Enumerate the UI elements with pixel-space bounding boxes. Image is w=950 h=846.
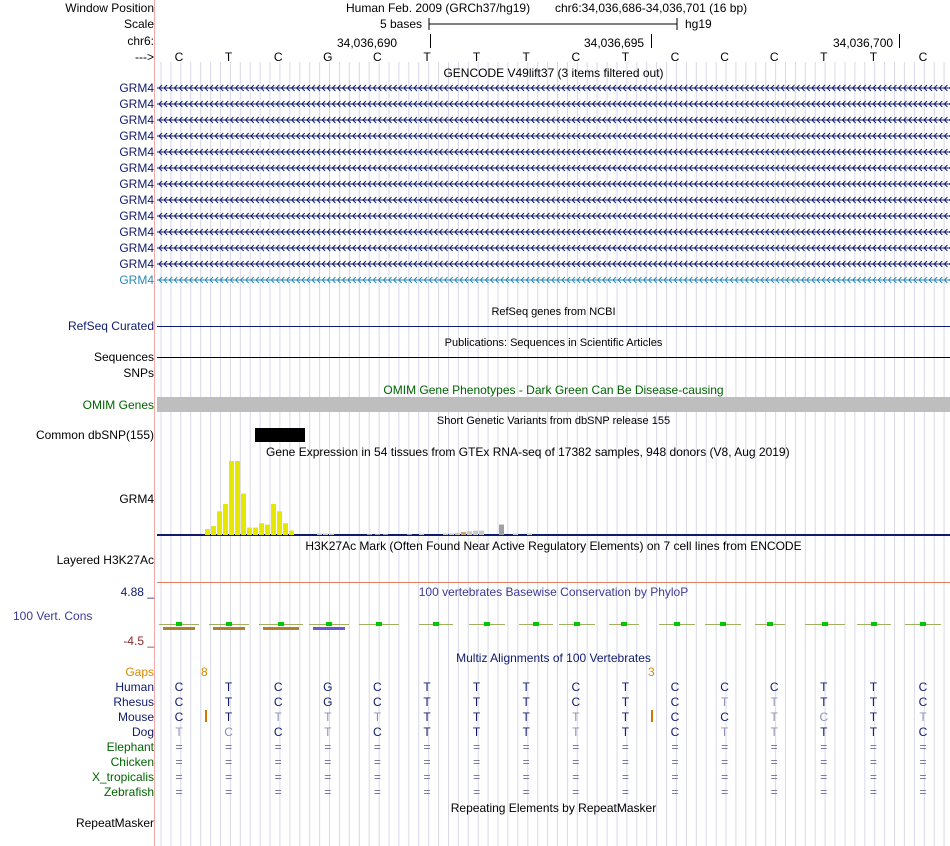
alignment-base: T: [820, 725, 828, 739]
alignment-base: T: [522, 725, 530, 739]
alignment-base: T: [621, 725, 630, 739]
alignment-base: T: [472, 695, 481, 709]
alignment-base: =: [721, 740, 729, 754]
gtex-tissue-bar: [527, 534, 532, 536]
alignment-base: =: [274, 785, 282, 799]
repeatmasker-label[interactable]: RepeatMasker: [75, 816, 154, 830]
alignment-base: T: [621, 680, 630, 694]
gtex-tissue-bar: [473, 531, 478, 535]
gtex-tissue-bar: [247, 528, 252, 535]
layered-h3k27ac-label[interactable]: Layered H3K27Ac: [56, 553, 154, 567]
gtex-tissue-bar: [479, 531, 484, 535]
alignment-base: T: [324, 725, 332, 739]
alignment-base: T: [869, 725, 878, 739]
base-letter: C: [918, 50, 928, 64]
alignment-base: T: [472, 680, 481, 694]
alignment-base: =: [225, 755, 233, 769]
tick-mark-1: [430, 34, 431, 48]
alignment-base: C: [373, 680, 382, 694]
base-letter: C: [670, 50, 680, 64]
alignment-base: =: [324, 770, 332, 784]
alignment-base: =: [919, 740, 927, 754]
base-letter: T: [869, 50, 878, 64]
alignment-base: G: [323, 680, 333, 694]
sequences-label[interactable]: Sequences: [93, 350, 154, 364]
base-letter: C: [571, 50, 581, 64]
alignment-base: =: [473, 740, 481, 754]
conservation-peak: [433, 622, 439, 626]
gtex-tissue-bar: [467, 531, 472, 535]
alignment-base: T: [720, 695, 729, 709]
gencode-gene-label[interactable]: GRM4: [119, 161, 154, 175]
assembly-text: Human Feb. 2009 (GRCh37/hg19): [346, 1, 531, 15]
alignment-base: C: [373, 695, 382, 709]
conservation-peak: [621, 622, 627, 626]
alignment-base: C: [273, 695, 283, 709]
alignment-base: =: [175, 755, 183, 769]
species-label[interactable]: Chicken: [110, 755, 154, 769]
base-letter: T: [472, 50, 481, 64]
alignment-base: C: [918, 695, 928, 709]
chr-label: chr6:: [127, 34, 154, 48]
repeatmasker-title[interactable]: Repeating Elements by RepeatMasker: [450, 801, 657, 815]
gtex-tissue-bar: [205, 529, 210, 535]
gencode-gene-label[interactable]: GRM4: [119, 273, 154, 287]
gtex-tissue-bar: [265, 525, 270, 535]
alignment-base: T: [423, 680, 431, 694]
alignment-base: T: [472, 710, 481, 724]
alignment-base: C: [819, 710, 829, 724]
alignment-base: =: [274, 740, 282, 754]
alignment-base: =: [373, 740, 381, 754]
gtex-tissue-bar: [259, 523, 264, 535]
alignment-base: =: [423, 770, 431, 784]
alignment-base: T: [373, 710, 382, 724]
refseq-track-line[interactable]: [157, 326, 950, 327]
alignment-base: T: [621, 710, 630, 724]
alignment-base: C: [918, 725, 928, 739]
window-position-label: Window Position: [65, 1, 154, 15]
sidebar-divider: [154, 0, 155, 846]
alignment-base: T: [324, 710, 332, 724]
dbsnp-title[interactable]: Short Genetic Variants from dbSNP release 155: [436, 415, 671, 427]
gencode-gene-label[interactable]: GRM4: [119, 81, 154, 95]
base-letter: C: [174, 50, 184, 64]
base-letter: T: [423, 50, 431, 64]
alignment-base: T: [869, 680, 878, 694]
gtex-tissue-bar: [499, 525, 504, 535]
species-label[interactable]: Elephant: [106, 740, 154, 754]
gtex-tissue-bar: [375, 534, 380, 535]
base-letter: T: [522, 50, 530, 64]
conservation-peak: [720, 622, 726, 626]
alignment-base: T: [472, 725, 481, 739]
alignment-base: =: [621, 785, 629, 799]
scale-text: 5 bases: [380, 17, 423, 31]
alignment-base: =: [671, 740, 679, 754]
gencode-gene-label[interactable]: GRM4: [119, 257, 154, 271]
conservation-peak: [533, 622, 539, 626]
alignment-base: C: [670, 680, 680, 694]
gtex-tissue-bar: [223, 504, 228, 535]
gtex-tissue-bar: [455, 533, 460, 535]
tick-mark-3: [899, 34, 900, 48]
alignment-base: =: [869, 770, 877, 784]
conservation-peak: [574, 622, 580, 626]
alignment-base: =: [423, 740, 431, 754]
scale-bar: [428, 16, 680, 32]
base-letter: C: [373, 50, 382, 64]
alignment-base: C: [571, 695, 581, 709]
alignment-base: T: [820, 680, 828, 694]
alignment-base: =: [522, 785, 530, 799]
alignment-base: =: [721, 755, 729, 769]
alignment-base: =: [621, 770, 629, 784]
gtex-tissue-bar: [289, 531, 294, 535]
alignment-base: C: [224, 725, 233, 739]
gtex-tissue-bar: [329, 534, 334, 536]
alignment-base: T: [224, 680, 233, 694]
alignment-base: G: [323, 695, 333, 709]
tick-label-1: 34,036,690: [337, 36, 398, 50]
alignment-base: C: [720, 680, 729, 694]
conservation-title[interactable]: 100 vertebrates Basewise Conservation by PhyloP: [418, 585, 689, 599]
gtex-tissue-bar: [419, 534, 424, 536]
gencode-gene-label[interactable]: GRM4: [119, 97, 154, 111]
gtex-tissue-bar: [461, 532, 466, 535]
base-letter: G: [323, 50, 333, 64]
species-label[interactable]: Mouse: [117, 710, 154, 724]
alignment-base: T: [423, 695, 431, 709]
base-letter: T: [224, 50, 233, 64]
alignment-base: T: [522, 695, 530, 709]
gtex-tissue-bar: [317, 534, 322, 536]
alignment-base: =: [671, 785, 679, 799]
gtex-tissue-bar: [323, 534, 328, 536]
species-label[interactable]: Rhesus: [113, 695, 154, 709]
alignment-base: =: [225, 740, 233, 754]
conservation-max-label: 4.88 _: [120, 585, 154, 599]
insertion-mark: [205, 710, 207, 722]
multiz-title[interactable]: Multiz Alignments of 100 Vertebrates: [456, 651, 651, 665]
alignment-base: =: [820, 770, 828, 784]
alignment-base: =: [225, 770, 233, 784]
alignment-base: T: [572, 710, 580, 724]
conservation-peak: [484, 622, 490, 626]
alignment-base: =: [919, 755, 927, 769]
conservation-peak: [326, 622, 332, 626]
gencode-gene-label[interactable]: GRM4: [119, 241, 154, 255]
alignment-base: =: [324, 755, 332, 769]
alignment-base: T: [770, 725, 778, 739]
alignment-base: T: [274, 710, 282, 724]
alignment-base: C: [174, 710, 184, 724]
sequences-track-line[interactable]: [157, 357, 950, 358]
species-label[interactable]: X_tropicalis: [91, 770, 154, 784]
snps-label: SNPs: [123, 366, 154, 380]
alignment-base: =: [572, 755, 580, 769]
gencode-gene-label[interactable]: GRM4: [119, 225, 154, 239]
alignment-base: T: [572, 725, 580, 739]
base-letter: T: [621, 50, 630, 64]
alignment-base: =: [572, 785, 580, 799]
conservation-peak: [822, 622, 828, 626]
alignment-base: =: [869, 755, 877, 769]
conservation-negative: [163, 627, 195, 630]
gencode-gene-label[interactable]: GRM4: [119, 177, 154, 191]
alignment-base: C: [174, 695, 184, 709]
gencode-gene-label[interactable]: GRM4: [119, 193, 154, 207]
base-letter: C: [720, 50, 729, 64]
alignment-base: =: [175, 740, 183, 754]
gtex-tissue-bar: [217, 511, 222, 535]
gencode-title[interactable]: GENCODE V49lift37 (3 items filtered out): [443, 66, 664, 80]
position-text: chr6:34,036,686-34,036,701 (16 bp): [555, 1, 748, 15]
alignment-base: C: [769, 680, 779, 694]
refseq-title[interactable]: RefSeq genes from NCBI: [491, 306, 616, 318]
conservation-min-label: -4.5 _: [123, 634, 154, 648]
common-dbsnp-label[interactable]: Common dbSNP(155): [35, 428, 154, 442]
alignment-base: =: [225, 785, 233, 799]
alignment-base: =: [919, 770, 927, 784]
tick-label-3: 34,036,700: [833, 36, 894, 50]
scale-label: Scale: [123, 17, 154, 31]
gaps-label: Gaps: [125, 665, 154, 679]
alignment-base: T: [224, 710, 233, 724]
refseq-curated-label[interactable]: RefSeq Curated: [67, 319, 154, 333]
conservation-peak: [226, 622, 232, 626]
alignment-base: =: [423, 755, 431, 769]
alignment-base: =: [175, 785, 183, 799]
alignment-base: T: [423, 710, 431, 724]
alignment-base: C: [720, 710, 729, 724]
alignment-base: T: [720, 725, 729, 739]
gencode-gene-tracks[interactable]: [157, 80, 950, 304]
conservation-peak: [871, 622, 877, 626]
alignment-base: =: [770, 755, 778, 769]
gtex-tissue-bar: [271, 504, 276, 535]
species-label[interactable]: Human: [115, 680, 154, 694]
alignment-base: =: [324, 740, 332, 754]
gap-mark-2: 3: [648, 665, 655, 679]
h3k27ac-signal-line[interactable]: [157, 582, 950, 583]
alignment-base: =: [423, 785, 431, 799]
alignment-base: T: [770, 710, 778, 724]
alignment-base: =: [522, 770, 530, 784]
scale-db: hg19: [685, 17, 712, 31]
alignment-base: T: [423, 725, 431, 739]
alignment-base: =: [820, 755, 828, 769]
alignment-base: =: [621, 740, 629, 754]
alignment-base: =: [869, 740, 877, 754]
alignment-base: C: [670, 710, 680, 724]
base-letter: T: [820, 50, 828, 64]
base-letter: C: [273, 50, 283, 64]
conservation-negative: [313, 627, 345, 630]
alignment-base: C: [670, 695, 680, 709]
gtex-tissue-bar: [513, 534, 518, 536]
omim-genes-label[interactable]: OMIM Genes: [82, 398, 154, 412]
alignment-base: =: [473, 755, 481, 769]
conservation-negative: [213, 627, 245, 630]
gtex-tissue-bar: [443, 534, 448, 536]
tick-mark-2: [651, 34, 652, 48]
omim-title[interactable]: OMIM Gene Phenotypes - Dark Green Can Be Disease-causing: [383, 383, 724, 397]
alignment-base: T: [224, 695, 233, 709]
alignment-base: C: [670, 725, 680, 739]
alignment-base: =: [473, 785, 481, 799]
gencode-gene-label[interactable]: GRM4: [119, 209, 154, 223]
alignment-base: =: [522, 755, 530, 769]
alignment-base: =: [721, 770, 729, 784]
conservation-peak: [176, 622, 182, 626]
gap-mark-1: 8: [201, 665, 208, 679]
alignment-base: =: [473, 770, 481, 784]
gtex-tissue-bar: [211, 526, 216, 535]
conservation-peak: [920, 622, 926, 626]
alignment-base: =: [621, 755, 629, 769]
alignment-base: =: [572, 740, 580, 754]
conservation-label[interactable]: 100 Vert. Cons: [13, 609, 93, 623]
base-letter: C: [769, 50, 779, 64]
conservation-peak: [767, 622, 773, 626]
alignment-base: =: [770, 785, 778, 799]
dbsnp-variant-block[interactable]: [255, 428, 305, 442]
alignment-base: T: [621, 695, 630, 709]
species-label[interactable]: Zebrafish: [103, 785, 154, 799]
tick-label-2: 34,036,695: [584, 36, 645, 50]
alignment-base: T: [522, 680, 530, 694]
alignment-base: T: [869, 710, 878, 724]
gtex-expression-chart[interactable]: [157, 459, 950, 539]
alignment-base: =: [373, 755, 381, 769]
conservation-negative: [263, 627, 299, 630]
alignment-base: =: [274, 770, 282, 784]
gtex-tissue-bar: [449, 534, 454, 536]
alignment-base: =: [919, 785, 927, 799]
alignment-base: =: [869, 785, 877, 799]
conservation-peak: [376, 622, 382, 626]
gtex-tissue-bar: [253, 528, 258, 535]
gencode-gene-label[interactable]: GRM4: [119, 145, 154, 159]
alignment-base: =: [373, 785, 381, 799]
alignment-base: C: [174, 680, 184, 694]
alignment-base: C: [273, 680, 283, 694]
insertion-mark: [651, 710, 653, 722]
alignment-base: T: [820, 695, 828, 709]
gencode-gene-label[interactable]: GRM4: [119, 113, 154, 127]
alignment-base: =: [373, 770, 381, 784]
alignment-base: =: [175, 770, 183, 784]
alignment-base: T: [770, 695, 778, 709]
alignment-base: T: [522, 710, 530, 724]
alignment-base: =: [274, 755, 282, 769]
alignment-base: T: [919, 710, 927, 724]
alignment-base: =: [770, 770, 778, 784]
gtex-tissue-bar: [383, 534, 388, 535]
gtex-tissue-bar: [367, 534, 372, 535]
publications-title[interactable]: Publications: Sequences in Scientific Articles: [444, 337, 663, 349]
alignment-base: C: [918, 680, 928, 694]
alignment-base: =: [572, 770, 580, 784]
alignment-base: =: [671, 755, 679, 769]
strand-arrow-label: --->: [135, 50, 154, 64]
gtex-tissue-bar: [407, 534, 412, 535]
gtex-tissue-bar: [241, 494, 246, 535]
gtex-gene-label[interactable]: GRM4: [119, 492, 154, 506]
alignment-base: =: [820, 740, 828, 754]
gtex-tissue-bar: [283, 523, 288, 535]
gtex-tissue-bar: [277, 511, 282, 535]
alignment-base: =: [770, 740, 778, 754]
alignment-base: C: [273, 725, 283, 739]
gtex-tissue-bar: [229, 461, 234, 535]
species-label[interactable]: Dog: [131, 725, 154, 739]
alignment-base: T: [869, 695, 878, 709]
alignment-base: =: [522, 740, 530, 754]
alignment-base: T: [175, 725, 183, 739]
gtex-tissue-bar: [235, 461, 240, 535]
alignment-base: =: [721, 785, 729, 799]
alignment-base: =: [671, 770, 679, 784]
gencode-gene-label[interactable]: GRM4: [119, 129, 154, 143]
omim-gene-bar[interactable]: [157, 397, 950, 412]
alignment-base: =: [324, 785, 332, 799]
h3k27ac-title[interactable]: H3K27Ac Mark (Often Found Near Active Regulatory Elements) on 7 cell lines from ENCODE: [305, 539, 802, 553]
alignment-base: C: [571, 680, 581, 694]
gtex-title[interactable]: Gene Expression in 54 tissues from GTEx RNA-seq of 17382 samples, 948 donors (V8, Aug 2019): [266, 445, 790, 459]
conservation-chart[interactable]: [157, 614, 950, 640]
conservation-peak: [278, 622, 284, 626]
conservation-peak: [674, 622, 680, 626]
alignment-base: C: [373, 725, 382, 739]
alignment-base: =: [820, 785, 828, 799]
